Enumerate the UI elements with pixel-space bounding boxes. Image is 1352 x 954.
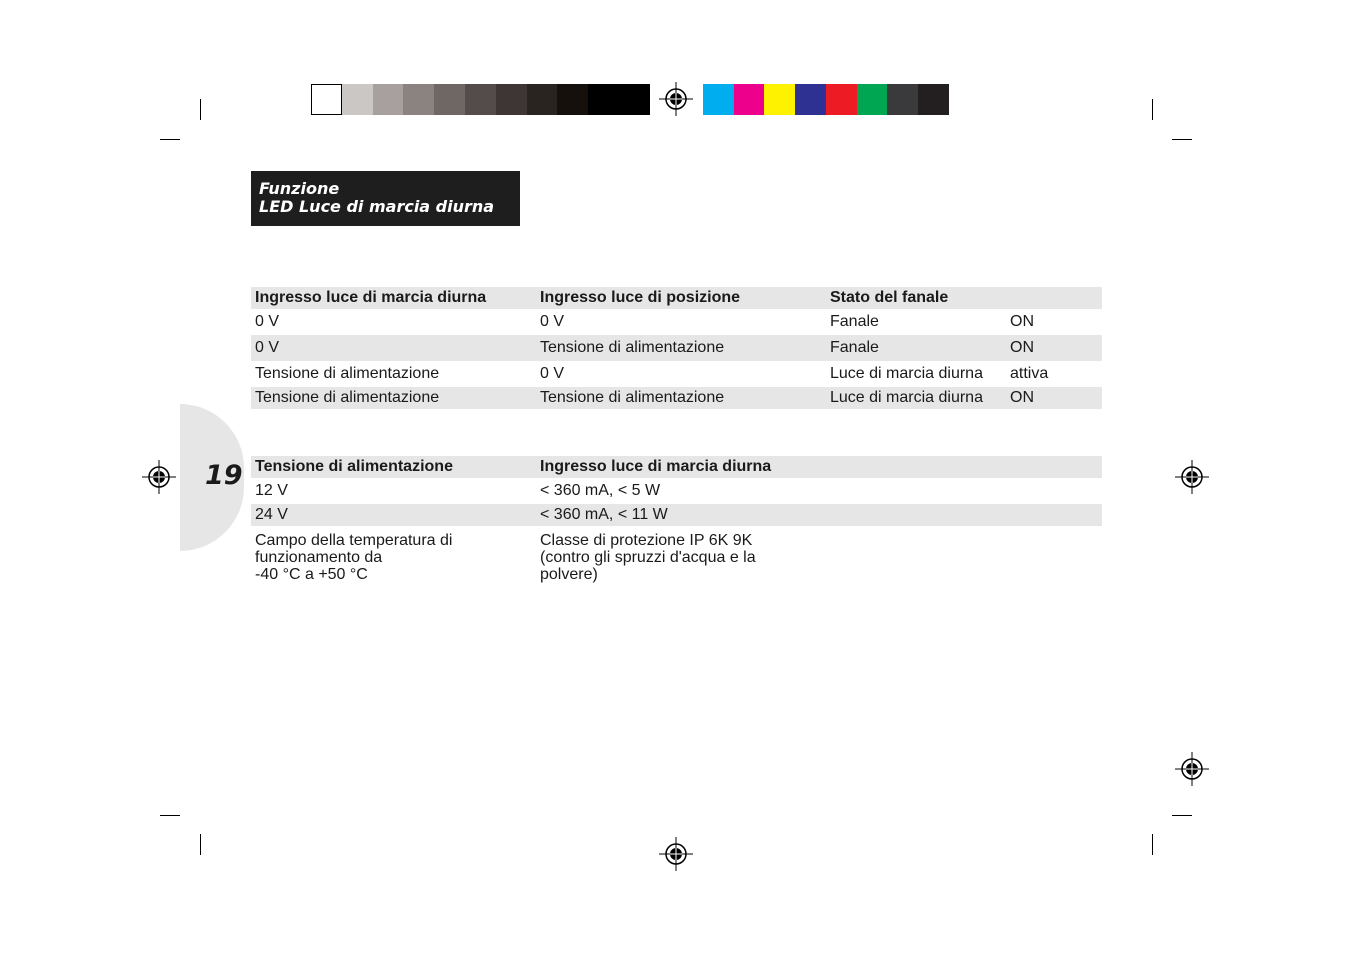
table-header-cell: Ingresso luce di marcia diurna: [255, 289, 487, 306]
color-swatch: [826, 84, 857, 115]
table-cell: Fanale: [830, 339, 879, 356]
gray-swatch: [465, 84, 496, 115]
footer-line: -40 °C a +50 °C: [255, 566, 368, 583]
crop-mark: [160, 815, 180, 816]
gray-swatch: [557, 84, 588, 115]
registration-mark-icon: [142, 460, 176, 494]
crop-mark: [1172, 815, 1192, 816]
footer-line: (contro gli spruzzi d'acqua e la: [540, 549, 756, 566]
crop-mark: [160, 139, 180, 140]
color-swatch: [734, 84, 765, 115]
table-row: [251, 478, 1102, 504]
footer-line: Classe di protezione IP 6K 9K: [540, 532, 753, 549]
color-swatch: [795, 84, 826, 115]
table-header-cell: Ingresso luce di posizione: [540, 289, 741, 306]
color-swatch: [857, 84, 888, 115]
crop-mark: [1152, 99, 1153, 120]
table-header-cell: Ingresso luce di marcia diurna: [540, 458, 772, 475]
crop-mark: [200, 834, 201, 855]
registration-mark-icon: [659, 82, 693, 116]
footer-line: funzionamento da: [255, 549, 383, 566]
registration-mark-icon: [1175, 752, 1209, 786]
gray-swatch: [619, 84, 650, 115]
table-row: [251, 526, 1102, 586]
table-row: [251, 504, 1102, 526]
status-table: [251, 287, 1102, 409]
table-cell: [255, 526, 452, 583]
table-cell: Luce di marcia diurna: [830, 389, 983, 406]
table-cell: 0 V: [255, 339, 280, 356]
gray-swatch: [342, 84, 373, 115]
gray-swatch: [434, 84, 465, 115]
table-cell: Luce di marcia diurna: [830, 365, 983, 382]
crop-mark: [1172, 139, 1192, 140]
table-cell: 0 V: [540, 365, 565, 382]
table-header-row: [251, 287, 1102, 309]
gray-swatch: [527, 84, 558, 115]
color-swatch: [918, 84, 949, 115]
section-title-line2: LED Luce di marcia diurna: [259, 197, 495, 216]
table-cell: ON: [1010, 313, 1034, 330]
gray-swatch: [373, 84, 404, 115]
table-cell: Fanale: [830, 313, 879, 330]
section-title: [251, 171, 520, 226]
crop-mark: [200, 99, 201, 120]
footer-line: Campo della temperatura di: [255, 532, 453, 549]
table-cell: 12 V: [255, 482, 288, 499]
gray-swatch: [496, 84, 527, 115]
registration-mark-icon: [1175, 460, 1209, 494]
table-header-cell: Tensione di alimentazione: [255, 458, 453, 475]
table-cell: Tensione di alimentazione: [540, 389, 725, 406]
table-cell: < 360 mA, < 11 W: [540, 506, 668, 523]
page-number: 19: [205, 460, 243, 491]
table-row: [251, 387, 1102, 409]
table-header-cell: Stato del fanale: [830, 289, 949, 306]
color-swatch: [764, 84, 795, 115]
crop-mark: [1152, 834, 1153, 855]
section-title-line1: Funzione: [259, 179, 340, 198]
table-cell: Tensione di alimentazione: [255, 365, 440, 382]
table-row: [251, 335, 1102, 361]
table-cell: Tensione di alimentazione: [540, 339, 725, 356]
table-cell: ON: [1010, 389, 1034, 406]
table-row: [251, 361, 1102, 387]
gray-swatch: [311, 84, 342, 115]
footer-line: polvere): [540, 566, 598, 583]
registration-mark-icon: [659, 837, 693, 871]
table-cell: 0 V: [540, 313, 565, 330]
color-swatch: [887, 84, 918, 115]
color-swatch: [703, 84, 734, 115]
table-cell: [540, 526, 756, 583]
table-cell: 24 V: [255, 506, 288, 523]
table-header-row: [251, 456, 1102, 478]
gray-swatch: [403, 84, 434, 115]
specs-table: [251, 456, 1102, 586]
table-row: [251, 309, 1102, 335]
table-cell: < 360 mA, < 5 W: [540, 482, 661, 499]
table-cell: attiva: [1010, 365, 1049, 382]
table-cell: Tensione di alimentazione: [255, 389, 440, 406]
table-cell: 0 V: [255, 313, 280, 330]
table-cell: ON: [1010, 339, 1034, 356]
gray-swatch: [588, 84, 619, 115]
